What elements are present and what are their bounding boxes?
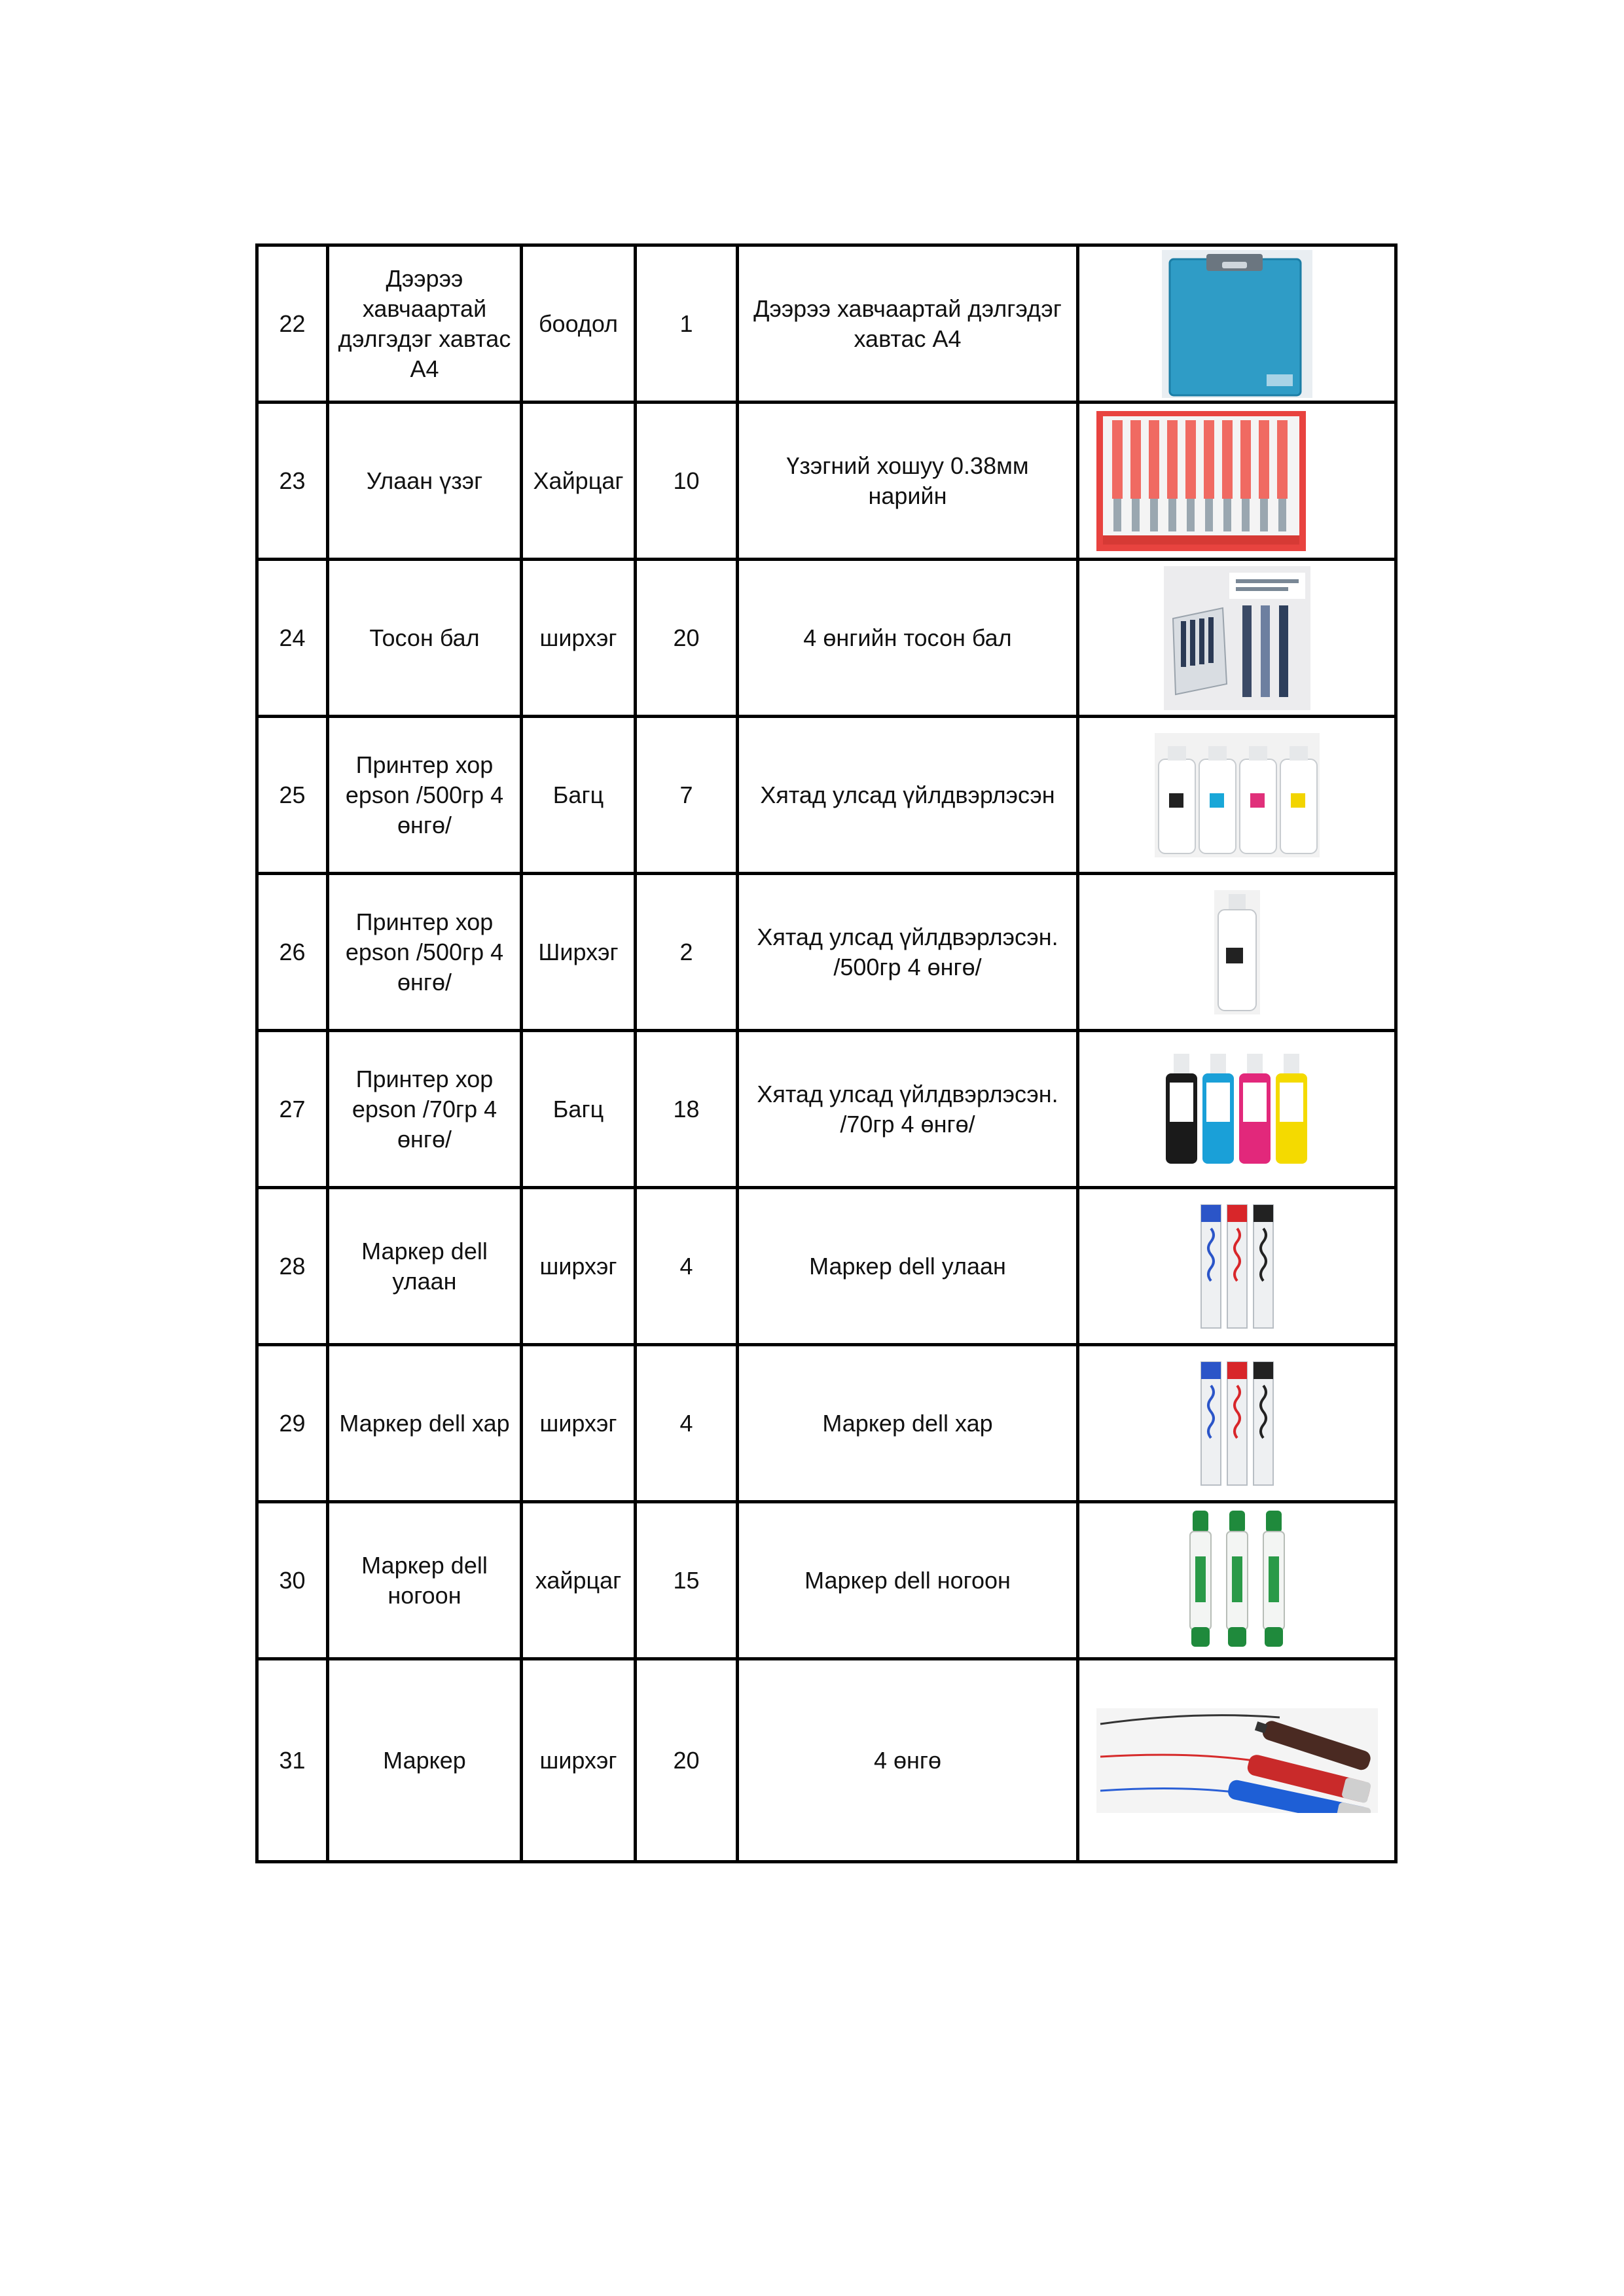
item-unit: боодол <box>522 245 636 403</box>
product-image-cell <box>1078 717 1396 874</box>
item-name: Улаан үзэг <box>328 403 522 560</box>
item-name: Принтер хор epson /70гр 4 өнгө/ <box>328 1031 522 1188</box>
product-image-cell <box>1078 403 1396 560</box>
table-row <box>257 1659 1396 1862</box>
row-number: 28 <box>257 1188 328 1345</box>
green-markers-image <box>1182 1511 1292 1651</box>
item-description: 4 өнгө <box>738 1659 1078 1862</box>
table-row <box>257 717 1396 874</box>
ink-bottles-image <box>1155 733 1320 857</box>
row-number: 25 <box>257 717 328 874</box>
item-name: Маркер dell улаан <box>328 1188 522 1345</box>
item-description: Маркер dell улаан <box>738 1188 1078 1345</box>
item-name: Тосон бал <box>328 560 522 717</box>
item-quantity: 2 <box>636 874 738 1031</box>
table-row <box>257 245 1396 403</box>
item-description: 4 өнгийн тосон бал <box>738 560 1078 717</box>
item-quantity: 20 <box>636 560 738 717</box>
item-unit: ширхэг <box>522 1659 636 1862</box>
item-name: Маркер dell хар <box>328 1345 522 1502</box>
table-row <box>257 1188 1396 1345</box>
item-description: Үзэгний хошуу 0.38мм нарийн <box>738 403 1078 560</box>
item-quantity: 18 <box>636 1031 738 1188</box>
product-image-cell <box>1078 1502 1396 1659</box>
table-row <box>257 1031 1396 1188</box>
product-image-cell <box>1078 245 1396 403</box>
item-quantity: 1 <box>636 245 738 403</box>
item-description: Маркер dell ногоон <box>738 1502 1078 1659</box>
item-quantity: 20 <box>636 1659 738 1862</box>
row-number: 24 <box>257 560 328 717</box>
item-unit: Хайрцаг <box>522 403 636 560</box>
product-image-cell <box>1078 1659 1396 1862</box>
row-number: 30 <box>257 1502 328 1659</box>
item-description: Хятад улсад үйлдвэрлэсэн <box>738 717 1078 874</box>
item-quantity: 10 <box>636 403 738 560</box>
item-unit: ширхэг <box>522 1188 636 1345</box>
ballpoint-pens-image <box>1164 566 1310 710</box>
table-row <box>257 403 1396 560</box>
item-unit: ширхэг <box>522 560 636 717</box>
product-image-cell <box>1078 1345 1396 1502</box>
table-row <box>257 1502 1396 1659</box>
four-color-markers-image <box>1096 1708 1378 1813</box>
product-image-cell <box>1078 874 1396 1031</box>
row-number: 23 <box>257 403 328 560</box>
clipboard-folder-image <box>1162 250 1312 398</box>
product-image-cell <box>1078 1188 1396 1345</box>
black-markers-image <box>1199 1359 1276 1488</box>
item-quantity: 15 <box>636 1502 738 1659</box>
item-description: Дээрээ хавчаартай дэлгэдэг хавтас А4 <box>738 245 1078 403</box>
ink-bottle-image <box>1214 890 1260 1014</box>
item-unit: ширхэг <box>522 1345 636 1502</box>
red-pens-image <box>1096 411 1306 551</box>
row-number: 29 <box>257 1345 328 1502</box>
item-quantity: 4 <box>636 1188 738 1345</box>
row-number: 22 <box>257 245 328 403</box>
item-unit: Багц <box>522 1031 636 1188</box>
item-unit: хайрцаг <box>522 1502 636 1659</box>
item-name: Маркер <box>328 1659 522 1862</box>
item-quantity: 7 <box>636 717 738 874</box>
product-image-cell <box>1078 1031 1396 1188</box>
item-name: Дээрээ хавчаартай дэлгэдэг хавтас А4 <box>328 245 522 403</box>
row-number: 27 <box>257 1031 328 1188</box>
item-name: Маркер dell ногоон <box>328 1502 522 1659</box>
table-row <box>257 1345 1396 1502</box>
small-ink-bottles-image <box>1164 1054 1310 1165</box>
row-number: 26 <box>257 874 328 1031</box>
item-unit: Багц <box>522 717 636 874</box>
product-table <box>255 243 1398 1863</box>
item-quantity: 4 <box>636 1345 738 1502</box>
table-row <box>257 874 1396 1031</box>
item-description: Хятад улсад үйлдвэрлэсэн. /500гр 4 өнгө/ <box>738 874 1078 1031</box>
item-description: Маркер dell хар <box>738 1345 1078 1502</box>
item-unit: Ширхэг <box>522 874 636 1031</box>
table-row <box>257 560 1396 717</box>
item-description: Хятад улсад үйлдвэрлэсэн. /70гр 4 өнгө/ <box>738 1031 1078 1188</box>
product-image-cell <box>1078 560 1396 717</box>
item-name: Принтер хор epson /500гр 4 өнгө/ <box>328 717 522 874</box>
row-number: 31 <box>257 1659 328 1862</box>
item-name: Принтер хор epson /500гр 4 өнгө/ <box>328 874 522 1031</box>
red-markers-image <box>1199 1202 1276 1331</box>
